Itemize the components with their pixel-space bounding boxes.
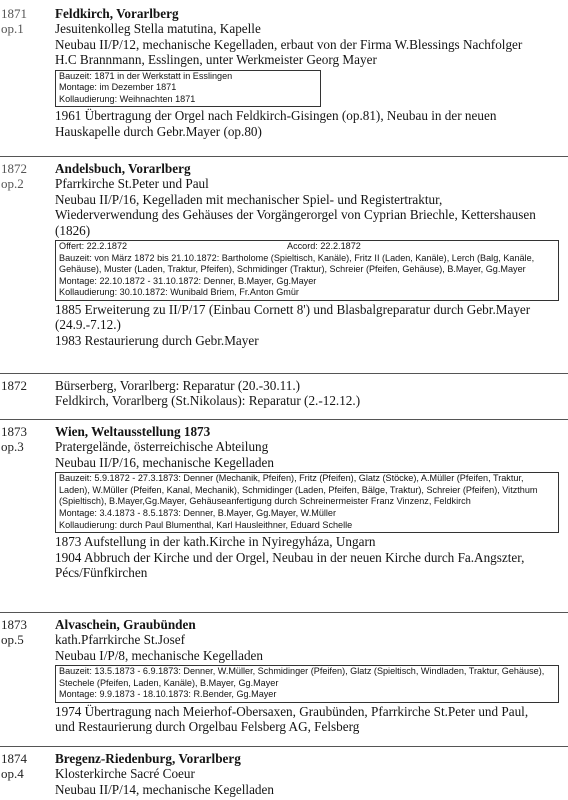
entry-line: Feldkirch, Vorarlberg (St.Nikolaus): Reparatur (2.-12.12.) — [55, 393, 361, 409]
entry-content — [55, 424, 563, 580]
year-text: 1872 — [1, 378, 27, 393]
entry-content — [55, 6, 563, 139]
entry-year — [1, 378, 51, 393]
entry-year — [1, 161, 51, 191]
entry-after-line: 1904 Abbruch der Kirche und der Orgel, Neubau in der neuen Kirche durch Fa.Angszter, — [55, 549, 525, 565]
opus-text: op.2 — [1, 176, 24, 191]
divider — [0, 746, 568, 747]
entry-line: Neubau II/P/16, Kegelladen mit mechanischer Spiel- und Registertraktur, — [55, 191, 443, 207]
opus-text: op.3 — [1, 439, 24, 454]
work-details-box — [55, 472, 559, 533]
divider — [0, 612, 568, 613]
bauzeit-text: Bauzeit: von März 1872 bis 21.10.1872: Bartholome (Spieltisch, Kanäle), Fritz II (Laden, Kanäle), Lerch (Balg, Kanäle, Gehäuse), Muster (Laden, Traktur, Pfeifen), Schmidinger (Traktur), Schreier (Pfeifen, Gehäuse), B.Mayer, Gg.Mayer — [59, 252, 535, 275]
entry-place: Alvaschein, Graubünden — [55, 617, 196, 632]
entry-after-line: 1974 Übertragung nach Meierhof-Obersaxen, Graubünden, Pfarrkirche St.Peter und Paul, — [55, 704, 529, 719]
entry-place: Bregenz-Riedenburg, Vorarlberg — [55, 751, 241, 766]
offer-text: Offert: 22.2.1872 — [59, 241, 128, 252]
year-text: 1872 — [1, 161, 27, 176]
entry-year — [1, 751, 51, 781]
entry-line: Wiederverwendung des Gehäuses der Vorgängerorgel von Cyprian Briechle, Kettershausen — [55, 207, 536, 223]
entry-after-line: 1873 Aufstellung in der kath.Kirche in Nyiregyháza, Ungarn — [55, 534, 376, 550]
kollaudierung-text: Kollaudierung: 30.10.1872: Wunibald Briem, Fr.Anton Gmür — [59, 287, 299, 298]
entry-line: Jesuitenkolleg Stella matutina, Kapelle — [55, 21, 261, 37]
bauzeit-text: Bauzeit: 5.9.1872 - 27.3.1873: Denner (Mechanik, Pfeifen), Fritz (Pfeifen), Glatz (Stöcke), A.Müller (Pfeifen, Traktur, Laden), W.Müller (Pfeifen, Kanal, Mechanik), Schmidinger (Laden, Pfeifen, Bälge, Traktur), Schreier (Pfeifen), Vitzthum (Spieltisch), B.Mayer,Gg.Mayer, Gehäuseanfertigung durch Schreinermeister Franz Vinzenz, Feldkirch — [59, 473, 538, 507]
entry-line: Klosterkirche Sacré Coeur — [55, 766, 195, 782]
work-details-box — [55, 70, 321, 108]
entry-line: (1826) — [55, 222, 91, 238]
entry-place: Andelsbuch, Vorarlberg — [55, 161, 191, 176]
montage-text: Montage: im Dezember 1871 — [59, 82, 177, 93]
entry-content — [55, 161, 563, 348]
entry-place: Wien, Weltausstellung 1873 — [55, 424, 211, 439]
divider — [0, 373, 568, 374]
year-text: 1871 — [1, 6, 27, 21]
kollaudierung-text: Kollaudierung: Weihnachten 1871 — [59, 93, 196, 104]
entry-year — [1, 424, 51, 454]
montage-text: Montage: 3.4.1873 - 8.5.1873: Denner, B.Mayer, Gg.Mayer, W.Müller — [59, 508, 336, 518]
entry-after-line: 1983 Restaurierung durch Gebr.Mayer — [55, 332, 259, 348]
montage-text: Montage: 9.9.1873 - 18.10.1873: R.Bender, Gg.Mayer — [59, 689, 277, 700]
work-details-box — [55, 665, 559, 703]
divider — [0, 419, 568, 420]
entry-after-line: 1885 Erweiterung zu II/P/17 (Einbau Cornett 8') und Blasbalgreparatur durch Gebr.Mayer — [55, 302, 531, 317]
entry-after-line: 1961 Übertragung der Orgel nach Feldkirch-Gisingen (op.81), Neubau in der neuen — [55, 108, 497, 124]
entry-line: Neubau II/P/12, mechanische Kegelladen, erbaut von der Firma W.Blessings Nachfolger — [55, 36, 523, 52]
entry-line: Neubau I/P/8, mechanische Kegelladen — [55, 647, 263, 663]
work-details-box — [55, 240, 559, 301]
entry-place: Feldkirch, Vorarlberg — [55, 6, 179, 21]
opus-text: op.1 — [1, 21, 24, 36]
opus-text: op.4 — [1, 766, 24, 781]
year-text: 1873 — [1, 424, 27, 439]
kollaudierung-text: Kollaudierung: durch Paul Blumenthal, Karl Hausleithner, Eduard Schelle — [59, 519, 353, 530]
entry-line: Bürserberg, Vorarlberg: Reparatur (20.-30.11.) — [55, 378, 301, 393]
offer-row — [59, 241, 555, 253]
entry-after-line: Hauskapelle durch Gebr.Mayer (op.80) — [55, 123, 262, 139]
entry-content — [55, 751, 563, 797]
entry-content — [55, 378, 563, 409]
entry-after-line: Pécs/Fünfkirchen — [55, 565, 148, 580]
opus-text: op.5 — [1, 632, 24, 647]
entry-content — [55, 617, 563, 735]
entry-line: kath.Pfarrkirche St.Josef — [55, 632, 186, 648]
entry-after-line: (24.9.-7.12.) — [55, 317, 121, 333]
entry-line: H.C Brannmann, Esslingen, unter Werkmeister Georg Mayer — [55, 52, 377, 68]
entry-line: Neubau II/P/14, mechanische Kegelladen — [55, 781, 274, 797]
divider — [0, 156, 568, 157]
year-text: 1874 — [1, 751, 27, 766]
entry-after-line: und Restaurierung durch Orgelbau Felsberg AG, Felsberg — [55, 719, 360, 735]
year-text: 1873 — [1, 617, 27, 632]
bauzeit-text: Bauzeit: 1871 in der Werkstatt in Esslingen — [59, 70, 233, 81]
accord-text: Accord: 22.2.1872 — [287, 241, 361, 252]
entry-line: Neubau II/P/16, mechanische Kegelladen — [55, 454, 274, 470]
montage-text: Montage: 22.10.1872 - 31.10.1872: Denner, B.Mayer, Gg.Mayer — [59, 275, 317, 286]
entry-year — [1, 6, 51, 36]
bauzeit-text: Bauzeit: 13.5.1873 - 6.9.1873: Denner, W.Müller, Schmidinger (Pfeifen), Glatz (Spieltisch, Windladen, Traktur, Gehäuse), Stechele (Pfeifen, Laden, Kanäle), B.Mayer, Gg.Mayer — [59, 666, 545, 688]
entry-line: Pfarrkirche St.Peter und Paul — [55, 176, 209, 192]
entry-line: Pratergelände, österreichische Abteilung — [55, 439, 269, 455]
entry-year — [1, 617, 51, 647]
